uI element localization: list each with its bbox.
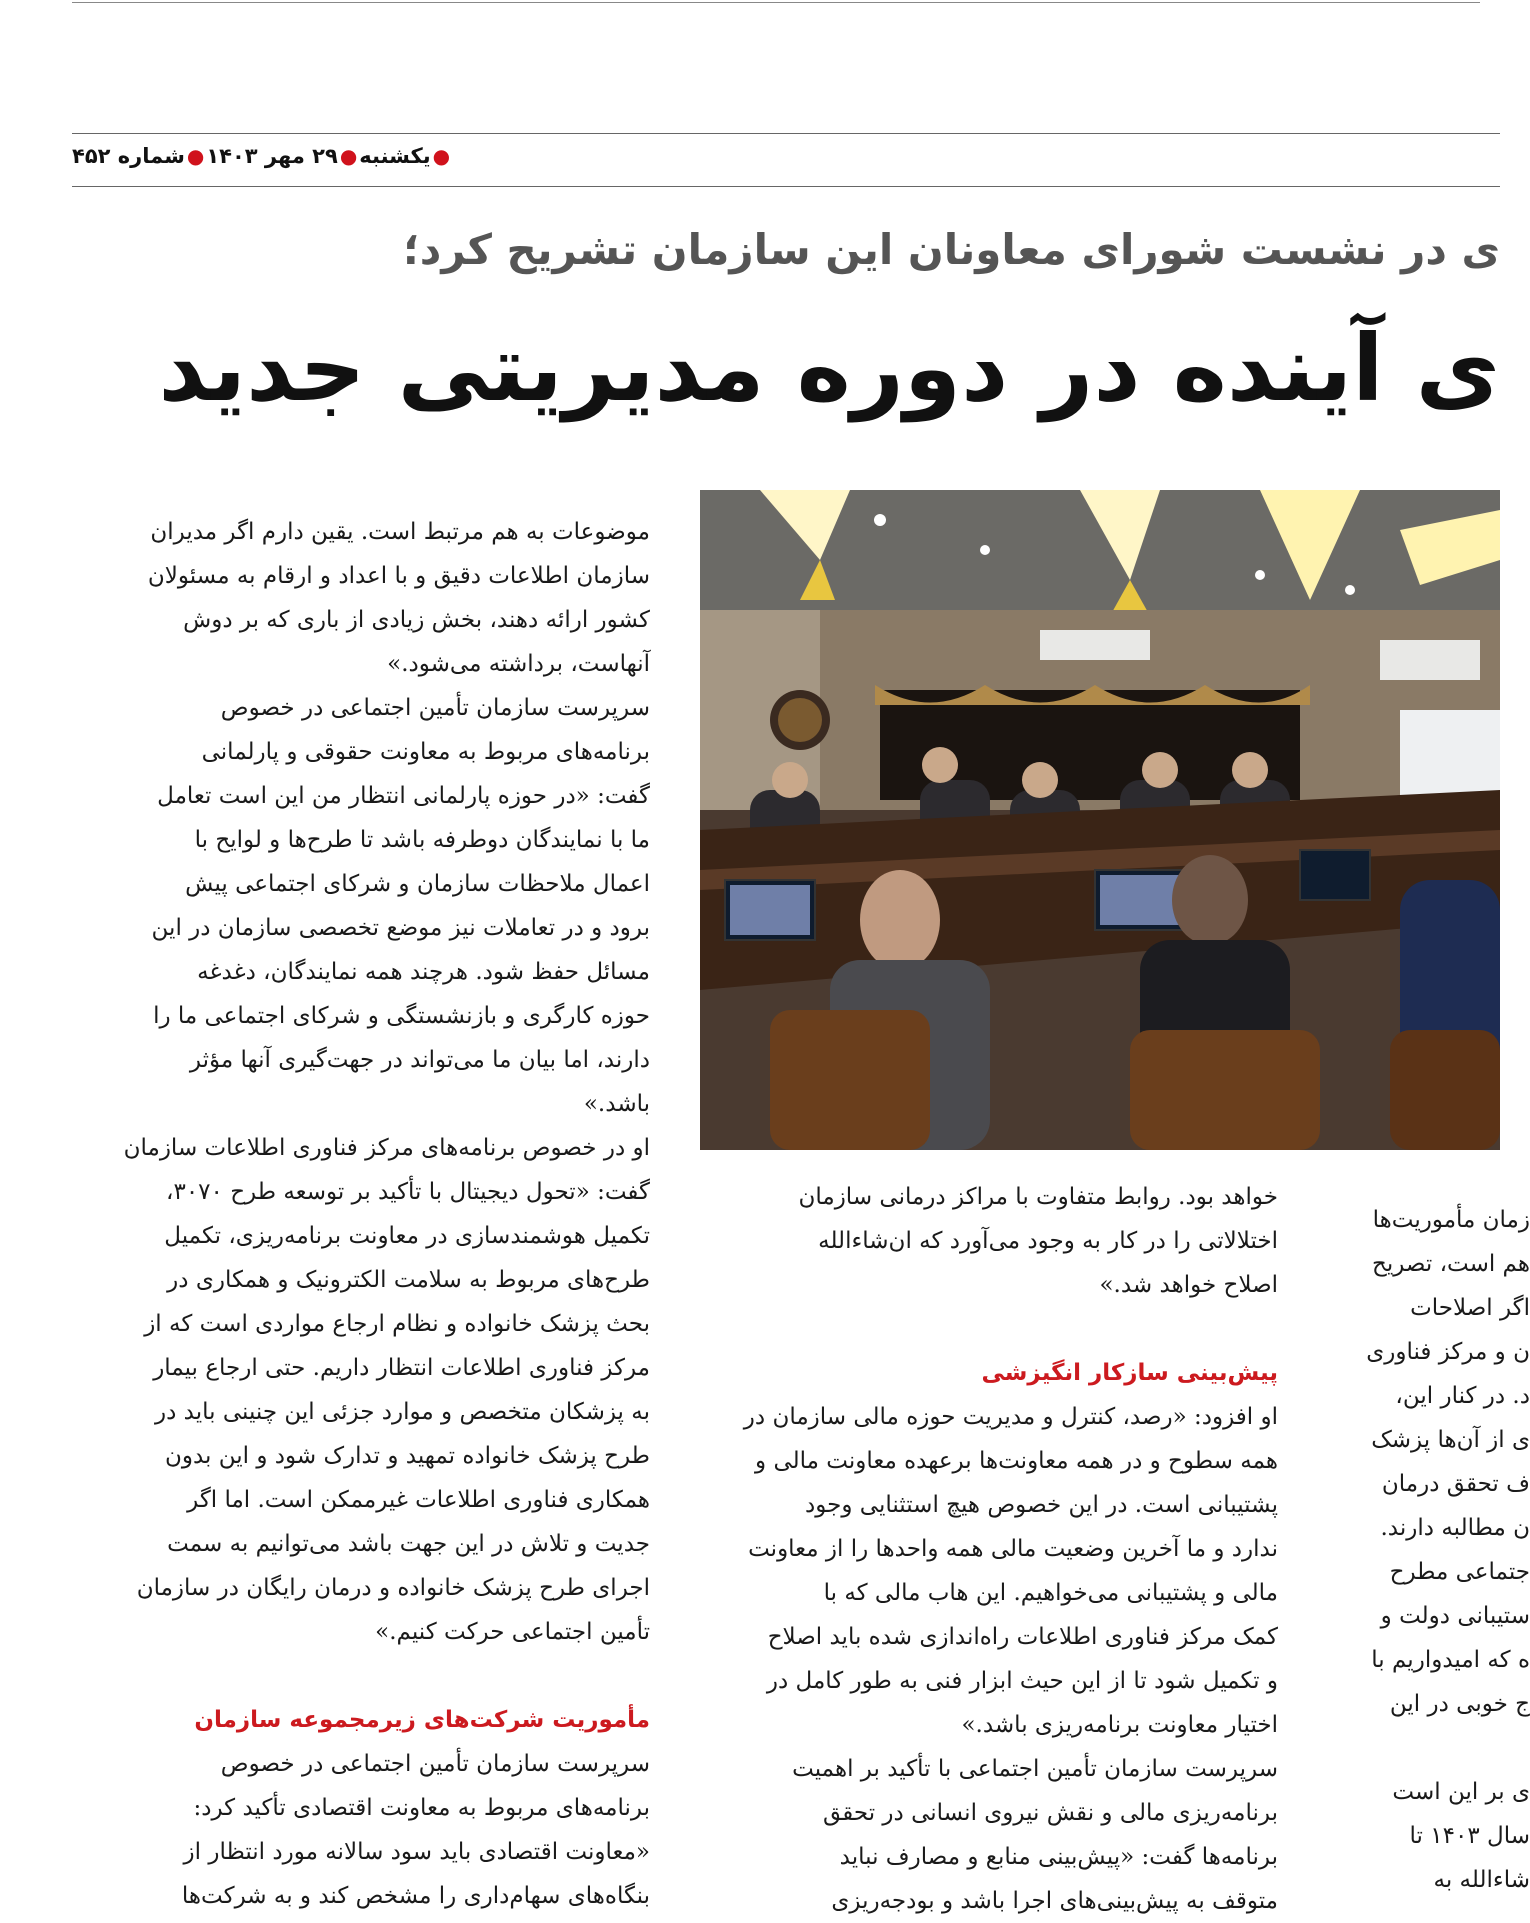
text-line: برود و در تعاملات نیز موضع تخصصی سازمان در این bbox=[151, 915, 650, 941]
text-line: اعمال ملاحظات سازمان و شرکای اجتماعی پیش bbox=[185, 871, 650, 897]
article-kicker: ی در نشست شورای معاونان این سازمان تشریح کرد؛ bbox=[402, 225, 1500, 274]
text-line: طرح‌های مربوط به سلامت الکترونیک و همکاری در bbox=[167, 1267, 650, 1293]
bullet-icon: ● bbox=[339, 144, 358, 168]
meeting-photo bbox=[700, 490, 1500, 1150]
text-line: «معاونت اقتصادی باید سود سالانه مورد انتظار از bbox=[183, 1839, 650, 1865]
text-line: ما با نمایندگان دوطرفه باشد تا طرح‌ها و لوایح با bbox=[194, 827, 650, 853]
text-line: اگر اصلاحات bbox=[1410, 1295, 1530, 1321]
top-rule bbox=[72, 2, 1480, 3]
text-line: مسائل حفظ شود. هرچند همه نمایندگان، دغدغه bbox=[197, 959, 650, 985]
column-right bbox=[1330, 1198, 1530, 1902]
text-line: تکمیل هوشمندسازی در معاونت برنامه‌ریزی، تکمیل bbox=[164, 1223, 650, 1249]
header-rule-bottom bbox=[72, 186, 1500, 187]
bullet-icon: ● bbox=[432, 144, 451, 168]
text-line: د. در کنار این، bbox=[1395, 1383, 1530, 1409]
text-line: جدیت و تلاش در این جهت باشد می‌توانیم به سمت bbox=[167, 1531, 650, 1557]
text-line: متوقف به پیش‌بینی‌های اجرا باشد و بودجه‌ریزی bbox=[831, 1888, 1278, 1914]
subhead-subsidiaries: مأموریت شرکت‌های زیرمجموعه سازمان bbox=[194, 1707, 650, 1733]
text-line bbox=[1330, 1726, 1530, 1770]
text-line: سازمان اطلاعات دقیق و با اعداد و ارقام به مسئولان bbox=[147, 563, 650, 589]
text-line: برنامه‌ریزی مالی و نقش نیروی انسانی در تحقق bbox=[823, 1800, 1278, 1826]
dateline-date: ۲۹ مهر ۱۴۰۳ bbox=[206, 144, 338, 168]
article-headline: ی آینده در دوره مدیریتی جدید bbox=[158, 315, 1500, 422]
text-line: بنگاه‌های سهام‌داری را مشخص کند و به شرکت‌ها bbox=[181, 1883, 650, 1909]
text-line: ی از آن‌ها پزشک bbox=[1371, 1427, 1530, 1453]
text-line: برنامه‌های مربوط به معاونت حقوقی و پارلمانی bbox=[201, 739, 650, 765]
text-line: ف تحقق درمان bbox=[1381, 1471, 1530, 1497]
text-line: او افزود: «رصد، کنترل و مدیریت حوزه مالی سازمان در bbox=[743, 1404, 1278, 1430]
text-line: جتماعی مطرح bbox=[1389, 1559, 1530, 1585]
bullet-icon: ● bbox=[186, 144, 205, 168]
text-line: ج خوبی در این bbox=[1389, 1691, 1530, 1717]
text-line: زمان مأموریت‌ها bbox=[1372, 1207, 1530, 1233]
text-line: برنامه‌ها گفت: «پیش‌بینی منابع و مصارف نباید bbox=[839, 1844, 1278, 1870]
text-line: ن و مرکز فناوری bbox=[1366, 1339, 1530, 1365]
text-line: موضوعات به هم مرتبط است. یقین دارم اگر مدیران bbox=[150, 519, 650, 545]
text-line: ندارد و ما آخرین وضعیت مالی همه واحدها را از معاونت bbox=[748, 1536, 1278, 1562]
column-middle bbox=[700, 1175, 1278, 1923]
text-line: او در خصوص برنامه‌های مرکز فناوری اطلاعات سازمان bbox=[123, 1135, 650, 1161]
text-line: اختیار معاونت برنامه‌ریزی باشد.» bbox=[961, 1712, 1278, 1738]
text-line: مرکز فناوری اطلاعات انتظار داریم. حتی ارجاع بیمار bbox=[153, 1355, 650, 1381]
text-line: دارند، اما بیان ما می‌تواند در جهت‌گیری آنها مؤثر bbox=[189, 1047, 650, 1073]
text-line: ستیبانی دولت و bbox=[1380, 1603, 1530, 1629]
text-line: اصلاح خواهد شد.» bbox=[1099, 1272, 1278, 1298]
column-middle-body-2 bbox=[700, 1395, 1278, 1923]
subhead-incentive: پیش‌بینی سازکار انگیزشی bbox=[981, 1360, 1278, 1386]
text-line: اختلالاتی را در کار به وجود می‌آورد که ان‌شاءالله bbox=[818, 1228, 1278, 1254]
column-left-body-2 bbox=[72, 1742, 650, 1918]
dateline-day: یکشنبه bbox=[359, 144, 431, 168]
text-line: برنامه‌های مربوط به معاونت اقتصادی تأکید کرد: bbox=[193, 1795, 650, 1821]
text-line: هم است، تصریح bbox=[1371, 1251, 1530, 1277]
text-line: و تکمیل شود تا از این حیث ابزار فنی به طور کامل در bbox=[766, 1668, 1278, 1694]
text-line: سرپرست سازمان تأمین اجتماعی در خصوص bbox=[220, 695, 650, 721]
column-left-body bbox=[72, 510, 650, 1654]
text-line: خواهد بود. روابط متفاوت با مراکز درمانی سازمان bbox=[798, 1184, 1278, 1210]
text-line: ن مطالبه دارند. bbox=[1380, 1515, 1530, 1541]
text-line: گفت: «در حوزه پارلمانی انتظار من این است تعامل bbox=[157, 783, 650, 809]
text-line: پشتیبانی است. در این خصوص هیچ استثنایی وجود bbox=[805, 1492, 1278, 1518]
text-line: مالی و پشتیبانی می‌خواهیم. این هاب مالی که با bbox=[823, 1580, 1278, 1606]
header-rule-top bbox=[72, 133, 1500, 134]
text-line: حوزه کارگری و بازنشستگی و شرکای اجتماعی ما را bbox=[153, 1003, 650, 1029]
text-line: طرح پزشک خانواده تمهید و تدارک شود و این بدون bbox=[164, 1443, 650, 1469]
dateline-issue: شماره ۴۵۲ bbox=[72, 144, 185, 168]
column-left bbox=[72, 510, 650, 1918]
text-line: سرپرست سازمان تأمین اجتماعی در خصوص bbox=[220, 1751, 650, 1777]
text-line: سال ۱۴۰۳ تا bbox=[1409, 1823, 1530, 1849]
text-line: آنهاست، برداشته می‌شود.» bbox=[387, 651, 650, 677]
text-line: ی بر این است bbox=[1392, 1779, 1530, 1805]
column-right-body bbox=[1330, 1198, 1530, 1902]
column-middle-body bbox=[700, 1175, 1278, 1307]
text-line: کشور ارائه دهند، بخش زیادی از باری که بر دوش bbox=[183, 607, 650, 633]
text-line: باشد.» bbox=[583, 1091, 650, 1117]
text-line: تأمین اجتماعی حرکت کنیم.» bbox=[375, 1619, 650, 1645]
text-line: همکاری فناوری اطلاعات غیرممکن است. اما اگر bbox=[187, 1487, 650, 1513]
text-line: به پزشکان متخصص و موارد جزئی این چنینی باید در bbox=[155, 1399, 650, 1425]
dateline bbox=[72, 144, 452, 168]
text-line: ه که امیدواریم با bbox=[1371, 1647, 1530, 1673]
text-line: شاءالله به bbox=[1433, 1867, 1530, 1893]
text-line: سرپرست سازمان تأمین اجتماعی با تأکید بر اهمیت bbox=[792, 1756, 1278, 1782]
text-line: بحث پزشک خانواده و نظام ارجاع مواردی است که از bbox=[144, 1311, 650, 1337]
text-line: همه سطوح و در همه معاونت‌ها برعهده معاونت مالی و bbox=[755, 1448, 1278, 1474]
text-line: گفت: «تحول دیجیتال با تأکید بر توسعه طرح ۳۰۷۰، bbox=[166, 1179, 650, 1205]
text-line: کمک مرکز فناوری اطلاعات راه‌اندازی شده باید اصلاح bbox=[767, 1624, 1278, 1650]
text-line: اجرای طرح پزشک خانواده و درمان رایگان در سازمان bbox=[136, 1575, 650, 1601]
